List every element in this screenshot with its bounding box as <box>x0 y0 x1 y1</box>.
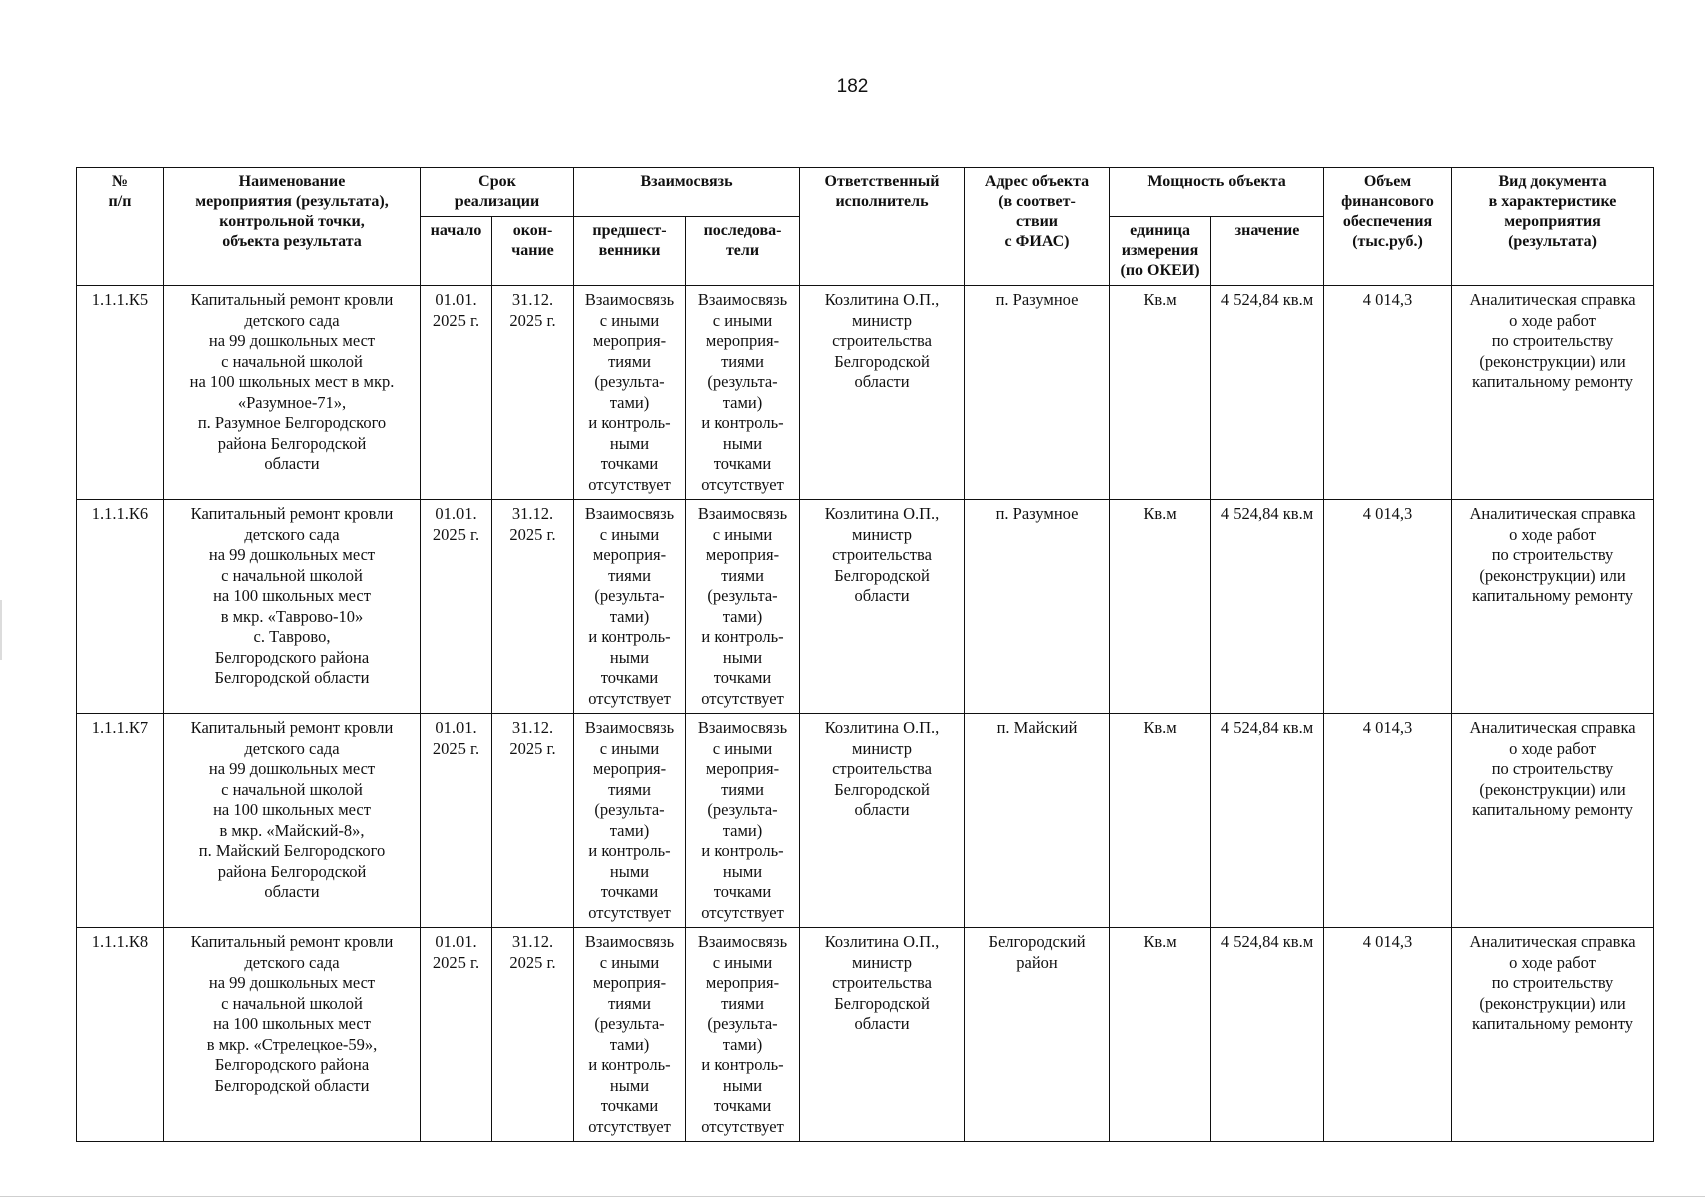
cell-num: 1.1.1.К5 <box>77 286 164 500</box>
cell-start: 01.01. 2025 г. <box>421 714 492 928</box>
table-row <box>77 286 1654 500</box>
cell-next: Взаимосвязь с иными мероприя- тиями (результа- тами) и контроль- ными точками отсутствует <box>686 500 800 714</box>
cell-start: 01.01. 2025 г. <box>421 500 492 714</box>
cell-unit: Кв.м <box>1110 928 1211 1142</box>
header-capacity-unit: единица измерения (по ОКЕИ) <box>1110 217 1211 286</box>
cell-next: Взаимосвязь с иными мероприя- тиями (результа- тами) и контроль- ными точками отсутствует <box>686 714 800 928</box>
page-number: 182 <box>836 76 869 97</box>
header-capacity: Мощность объекта <box>1110 168 1324 217</box>
cell-value: 4 524,84 кв.м <box>1211 928 1324 1142</box>
header-relation-next: последова- тели <box>686 217 800 286</box>
cell-doc: Аналитическая справка о ходе работ по строительству (реконструкции) или капитальному ремонту <box>1452 500 1654 714</box>
header-doc-type: Вид документа в характеристике мероприятия (результата) <box>1452 168 1654 286</box>
cell-end: 31.12. 2025 г. <box>492 928 574 1142</box>
header-funding: Объем финансового обеспечения (тыс.руб.) <box>1324 168 1452 286</box>
cell-num: 1.1.1.К8 <box>77 928 164 1142</box>
cell-address: п. Разумное <box>965 286 1110 500</box>
header-relation-prev: предшест- венники <box>574 217 686 286</box>
cell-responsible: Козлитина О.П., министр строительства Белгородской области <box>800 286 965 500</box>
scan-edge-line <box>0 1196 1705 1197</box>
cell-start: 01.01. 2025 г. <box>421 286 492 500</box>
cell-prev: Взаимосвязь с иными мероприя- тиями (результа- тами) и контроль- ными точками отсутствует <box>574 500 686 714</box>
cell-end: 31.12. 2025 г. <box>492 286 574 500</box>
header-responsible: Ответственный исполнитель <box>800 168 965 286</box>
header-num: № п/п <box>77 168 164 286</box>
cell-doc: Аналитическая справка о ходе работ по строительству (реконструкции) или капитальному ремонту <box>1452 928 1654 1142</box>
cell-name: Капитальный ремонт кровли детского сада на 99 дошкольных мест с начальной школой на 100 школьных мест в мкр. «Стрелецкое-59», Белгородского района Белгородской области <box>164 928 421 1142</box>
cell-unit: Кв.м <box>1110 714 1211 928</box>
table-row <box>77 500 1654 714</box>
cell-num: 1.1.1.К7 <box>77 714 164 928</box>
cell-end: 31.12. 2025 г. <box>492 500 574 714</box>
cell-responsible: Козлитина О.П., министр строительства Белгородской области <box>800 714 965 928</box>
cell-value: 4 524,84 кв.м <box>1211 286 1324 500</box>
cell-address: Белгородский район <box>965 928 1110 1142</box>
table-row <box>77 714 1654 928</box>
cell-value: 4 524,84 кв.м <box>1211 714 1324 928</box>
cell-address: п. Разумное <box>965 500 1110 714</box>
cell-prev: Взаимосвязь с иными мероприя- тиями (результа- тами) и контроль- ными точками отсутствует <box>574 928 686 1142</box>
cell-responsible: Козлитина О.П., министр строительства Белгородской области <box>800 500 965 714</box>
cell-name: Капитальный ремонт кровли детского сада на 99 дошкольных мест с начальной школой на 100 школьных мест в мкр. «Майский-8», п. Майский Белгородского района Белгородской области <box>164 714 421 928</box>
cell-start: 01.01. 2025 г. <box>421 928 492 1142</box>
cell-unit: Кв.м <box>1110 286 1211 500</box>
cell-num: 1.1.1.К6 <box>77 500 164 714</box>
cell-funding: 4 014,3 <box>1324 500 1452 714</box>
cell-unit: Кв.м <box>1110 500 1211 714</box>
cell-prev: Взаимосвязь с иными мероприя- тиями (результа- тами) и контроль- ными точками отсутствует <box>574 286 686 500</box>
cell-responsible: Козлитина О.П., министр строительства Белгородской области <box>800 928 965 1142</box>
cell-doc: Аналитическая справка о ходе работ по строительству (реконструкции) или капитальному ремонту <box>1452 714 1654 928</box>
cell-end: 31.12. 2025 г. <box>492 714 574 928</box>
header-period: Срок реализации <box>421 168 574 217</box>
scan-edge-mark <box>0 600 2 660</box>
cell-name: Капитальный ремонт кровли детского сада на 99 дошкольных мест с начальной школой на 100 школьных мест в мкр. «Таврово-10» с. Таврово, Белгородского района Белгородской области <box>164 500 421 714</box>
header-address: Адрес объекта (в соответ- ствии с ФИАС) <box>965 168 1110 286</box>
cell-funding: 4 014,3 <box>1324 714 1452 928</box>
cell-name: Капитальный ремонт кровли детского сада на 99 дошкольных мест с начальной школой на 100 школьных мест в мкр. «Разумное-71», п. Разумное Белгородского района Белгородской области <box>164 286 421 500</box>
cell-next: Взаимосвязь с иными мероприя- тиями (результа- тами) и контроль- ными точками отсутствует <box>686 928 800 1142</box>
header-period-end: окон- чание <box>492 217 574 286</box>
measures-table <box>76 167 1654 1142</box>
header-relation: Взаимосвязь <box>574 168 800 217</box>
cell-doc: Аналитическая справка о ходе работ по строительству (реконструкции) или капитальному ремонту <box>1452 286 1654 500</box>
cell-value: 4 524,84 кв.м <box>1211 500 1324 714</box>
header-period-start: начало <box>421 217 492 286</box>
header-capacity-value: значение <box>1211 217 1324 286</box>
cell-next: Взаимосвязь с иными мероприя- тиями (результа- тами) и контроль- ными точками отсутствует <box>686 286 800 500</box>
cell-address: п. Майский <box>965 714 1110 928</box>
cell-prev: Взаимосвязь с иными мероприя- тиями (результа- тами) и контроль- ными точками отсутствует <box>574 714 686 928</box>
table-row <box>77 928 1654 1142</box>
cell-funding: 4 014,3 <box>1324 928 1452 1142</box>
header-name: Наименование мероприятия (результата), контрольной точки, объекта результата <box>164 168 421 286</box>
cell-funding: 4 014,3 <box>1324 286 1452 500</box>
